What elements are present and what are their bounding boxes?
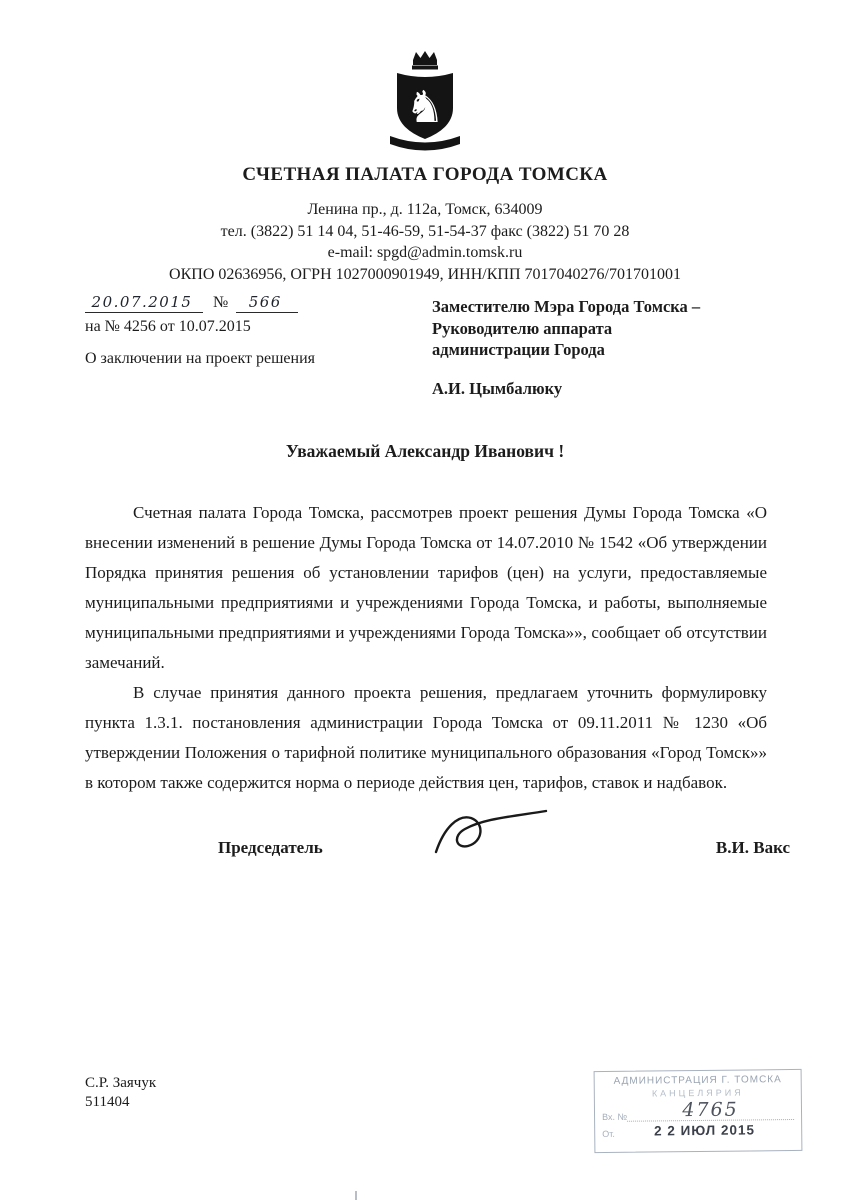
letterhead-contacts: [0, 199, 850, 285]
signature-scribble-icon: [428, 806, 553, 864]
addressee-block: [432, 296, 772, 399]
org-phone: тел. (3822) 51 14 04, 51-46-59, 51-54-37 факс (3822) 51 70 28: [220, 222, 630, 240]
org-email: e-mail: spgd@admin.tomsk.ru: [327, 244, 523, 261]
body-paragraph-1: Счетная палата Города Томска, рассмотрев проект решения Думы Города Томска «О внесении изменений в решение Думы Города Томска от 14.07.2010 № 1542 «Об утверждении Порядка принятия решения об установлении тарифов (цен) на услуги, предоставляемые муниципальными предприятиями и учреждениями Города Томска, и работы, выполняемые муниципальными предприятиями и учреждениями Города Томска»», сообщает об отсутствии замечаний.: [85, 503, 767, 672]
stamp-org-line: АДМИНИСТРАЦИЯ Г. ТОМСКА: [613, 1074, 782, 1087]
reference-block: [85, 293, 420, 368]
registration-stamp: [594, 1069, 803, 1153]
subject-line: О заключении на проект решения: [85, 350, 315, 367]
org-address: Ленина пр., д. 112а, Томск, 634009: [307, 201, 543, 218]
stamp-date-row: [602, 1122, 794, 1139]
body-paragraph-2: В случае принятия данного проекта решения, предлагаем уточнить формулировку пункта 1.3.1. постановления администрации Города Томска от 09.11.2011 № 1230 «Об утверждении Положения о тарифной политике муниципального образования «Город Томск»» в котором также содержится норма о периоде действия цен, тарифов, ставок и надбавок.: [85, 683, 767, 792]
horse-glyph: ♞: [405, 82, 445, 133]
signatory-title: Председатель: [218, 838, 323, 857]
org-name: СЧЕТНАЯ ПАЛАТА ГОРОДА ТОМСКА: [242, 164, 608, 185]
executor-phone: 511404: [85, 1094, 130, 1110]
handwritten-number: 566: [236, 293, 298, 313]
handwritten-date: 20.07.2015: [85, 293, 203, 313]
addressee-name: А.И. Цымбалюку: [432, 378, 563, 398]
addressee-line-2: Руководителю аппарата: [432, 318, 613, 338]
stamp-date-label: От.: [602, 1128, 615, 1140]
signatory-name: В.И. Вакс: [715, 838, 790, 857]
org-codes: ОКПО 02636956, ОГРН 1027000901949, ИНН/КПП 7017040276/701701001: [169, 265, 681, 283]
executor-name: С.Р. Заячук: [85, 1075, 157, 1091]
stamp-in-number: 4765: [627, 1099, 794, 1122]
incoming-ref: на № 4256 от 10.07.2015: [85, 318, 251, 335]
executor-block: [85, 1074, 156, 1112]
stamp-dept-line: КАНЦЕЛЯРИЯ: [651, 1087, 744, 1099]
stamp-in-label: Вх. №: [602, 1111, 628, 1123]
stamp-in-row: [602, 1099, 794, 1122]
outgoing-ref-line: [85, 293, 420, 313]
number-sign: №: [213, 294, 229, 311]
addressee-line-1: Заместителю Мэра Города Томска –: [432, 297, 701, 316]
stamp-date: 2 2 ИЮЛ 2015: [654, 1122, 756, 1139]
letter-body: [85, 498, 767, 798]
addressee-line-3: администрации Города: [432, 340, 605, 359]
coat-of-arms-icon: [384, 48, 466, 154]
scan-artifact: [355, 1191, 357, 1200]
salutation: Уважаемый Александр Иванович !: [285, 441, 565, 461]
crown-icon: [413, 51, 437, 65]
